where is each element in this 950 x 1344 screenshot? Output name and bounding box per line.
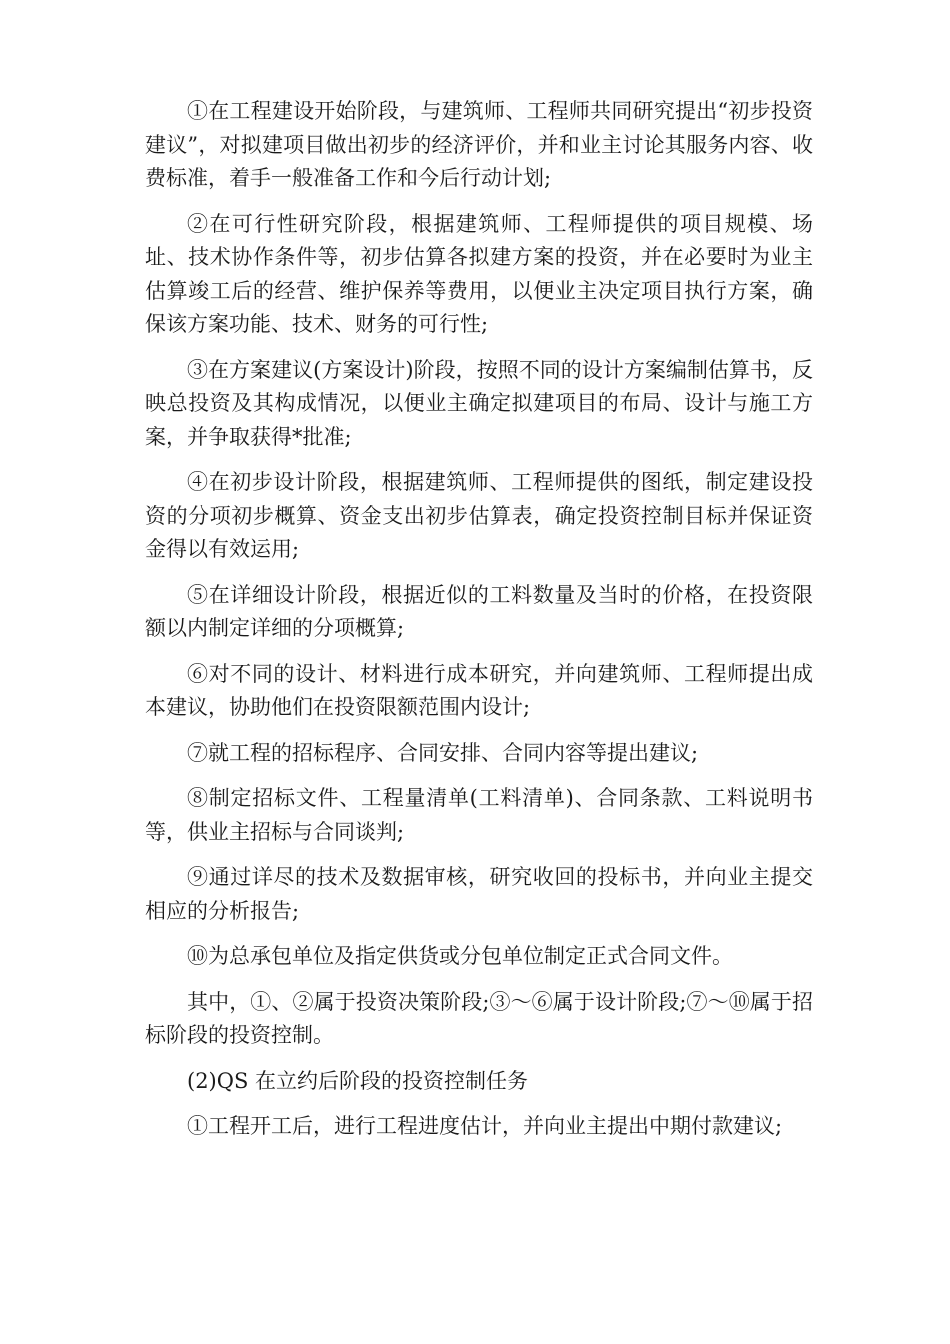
document-page xyxy=(145,95,813,1156)
paragraph-item-1: ①在工程建设开始阶段，与建筑师、工程师共同研究提出“初步投资建议”，对拟建项目做出初步的经济评价，并和业主讨论其服务内容、收费标准，着手一般准备工作和今后行动计划; xyxy=(145,99,813,190)
section-heading: (2)QS 在立约后阶段的投资控制任务 xyxy=(187,1068,529,1093)
paragraph-item-5: ⑤在详细设计阶段，根据近似的工料数量及当时的价格，在投资限额以内制定详细的分项概算; xyxy=(145,582,813,640)
paragraph-item-3: ③在方案建议(方案设计)阶段，按照不同的设计方案编制估算书，反映总投资及其构成情况，以便业主确定拟建项目的布局、设计与施工方案，并争取获得*批准; xyxy=(145,357,813,449)
paragraph-item-8: ⑧制定招标文件、工程量清单(工料清单)、合同条款、工料说明书等，供业主招标与合同谈判; xyxy=(145,786,813,844)
paragraph-item-4: ④在初步设计阶段，根据建筑师、工程师提供的图纸，制定建设投资的分项初步概算、资金支出初步估算表，确定投资控制目标并保证资金得以有效运用; xyxy=(145,470,813,561)
post-contract-item-1: ①工程开工后，进行工程进度估计，并向业主提出中期付款建议; xyxy=(187,1114,783,1138)
summary-paragraph: 其中，①、②属于投资决策阶段;③～⑥属于设计阶段;⑦～⑩属于招标阶段的投资控制。 xyxy=(145,989,813,1047)
paragraph-item-7: ⑦就工程的招标程序、合同安排、合同内容等提出建议; xyxy=(187,740,699,765)
paragraph-item-10: ⑩为总承包单位及指定供货或分包单位制定正式合同文件。 xyxy=(187,944,733,968)
paragraph-item-2: ②在可行性研究阶段，根据建筑师、工程师提供的项目规模、场址、技术协作条件等，初步估算各拟建方案的投资，并在必要时为业主估算竣工后的经营、维护保养等费用，以便业主决定项目执行方案，确保该方案功能、技术、财务的可行性; xyxy=(145,211,813,336)
paragraph-item-6: ⑥对不同的设计、材料进行成本研究，并向建筑师、工程师提出成本建议，协助他们在投资限额范围内设计; xyxy=(145,661,813,719)
paragraph-item-9: ⑨通过详尽的技术及数据审核，研究收回的投标书，并向业主提交相应的分析报告; xyxy=(145,865,813,923)
